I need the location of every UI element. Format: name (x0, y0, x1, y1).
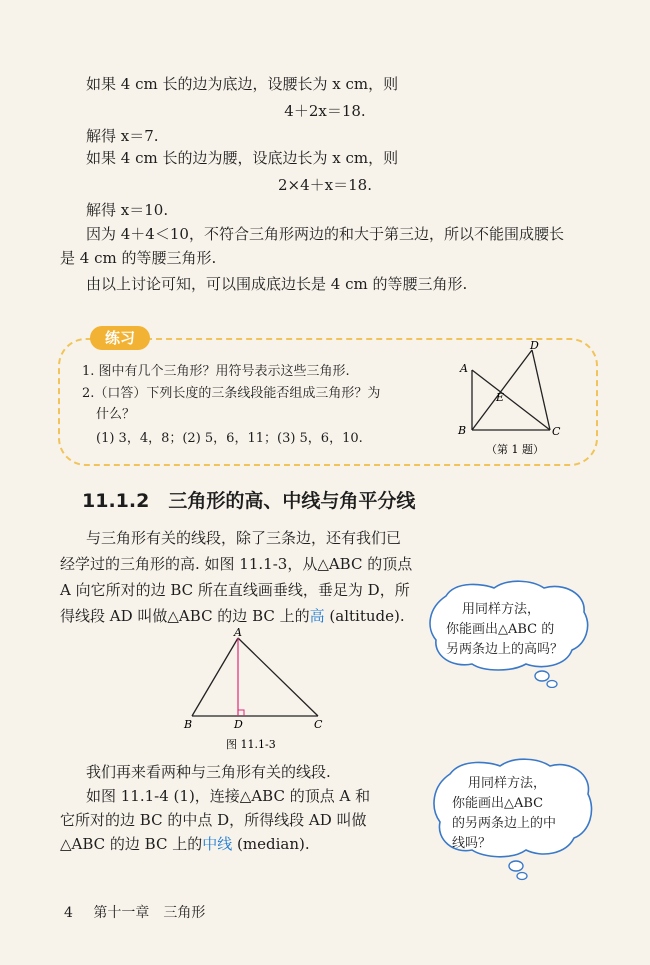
practice-question-2a: 2.（口答）下列长度的三条线段能否组成三角形？为 (82, 386, 381, 401)
practice-question-2c: (1) 3，4，8；(2) 5，6，11；(3) 5，6，10. (96, 431, 363, 446)
segment-bd (472, 350, 532, 430)
bubble-2-line-3: 的另两条边上的中 (452, 816, 557, 831)
figure-caption: 图 11.1-3 (226, 738, 276, 751)
bubble-1-line-1: 用同样方法， (462, 602, 541, 617)
bubble-2-line-4: 线吗？ (452, 836, 492, 851)
median-term: 中线 (202, 835, 233, 853)
fig-label-a: A (234, 628, 242, 639)
body-line-4: 解得 x＝10. (86, 201, 169, 219)
label-c: C (552, 425, 561, 438)
label-b: B (458, 424, 467, 437)
right-angle-mark (238, 710, 244, 716)
bubble-2-line-1: 用同样方法， (468, 776, 547, 791)
practice-figure (450, 338, 580, 463)
section-line-3: A 向它所对的边 BC 所在直线画垂线，垂足为 D，所 (60, 581, 410, 599)
fig-label-c: C (314, 718, 323, 731)
body-line-6: 是 4 cm 的等腰三角形. (60, 249, 217, 267)
chapter-title: 第十一章 三角形 (93, 905, 206, 921)
page-number: 4 (64, 905, 73, 921)
section-line-7: 它所对的边 BC 的中点 D，所得线段 AD 叫做 (60, 811, 367, 829)
bubble-1-line-2: 你能画出△ABC 的 (446, 622, 555, 637)
median-sentence: △ABC 的边 BC 上的 (60, 835, 203, 853)
section-line-8 (60, 834, 310, 854)
equation-2: 2×4＋x＝18. (278, 176, 372, 194)
label-a: A (460, 362, 468, 375)
practice-tab: 练习 (90, 326, 150, 350)
page-footer (64, 902, 205, 922)
side-ac (238, 638, 318, 716)
figure-11-1-3 (180, 628, 340, 752)
label-e: E (496, 391, 505, 404)
section-line-5: 我们再来看两种与三角形有关的线段. (86, 763, 331, 781)
body-line-3: 如果 4 cm 长的边为腰，设底边长为 x cm，则 (86, 149, 399, 167)
body-line-2: 解得 x＝7. (86, 127, 159, 145)
altitude-sentence: 得线段 AD 叫做△ABC 的边 BC 上的 (60, 607, 310, 625)
body-line-5: 因为 4＋4＜10，不符合三角形两边的和大于第三边，所以不能围成腰长 (86, 225, 564, 243)
practice-figure-caption: （第 1 题） (486, 443, 544, 456)
bubble-2-line-2: 你能画出△ABC (452, 796, 544, 811)
bubble-1-line-3: 另两条边上的高吗？ (446, 642, 564, 657)
section-line-4 (60, 606, 405, 626)
label-d: D (530, 339, 539, 352)
side-ab (192, 638, 238, 716)
altitude-term: 高 (309, 607, 325, 625)
body-line-7: 由以上讨论可知，可以围成底边长是 4 cm 的等腰三角形. (86, 275, 468, 293)
section-line-1: 与三角形有关的线段，除了三条边，还有我们已 (86, 529, 402, 547)
fig-label-b: B (184, 718, 193, 731)
practice-question-1: 1. 图中有几个三角形？用符号表示这些三角形. (82, 364, 350, 379)
section-line-6: 如图 11.1-4 (1)，连接△ABC 的顶点 A 和 (86, 787, 371, 805)
section-title: 11.1.2 三角形的高、中线与角平分线 (82, 490, 416, 512)
equation-1: 4＋2x＝18. (284, 102, 366, 120)
median-english: (median). (232, 835, 310, 853)
altitude-english: (altitude). (324, 607, 405, 625)
practice-question-2b: 什么？ (96, 407, 136, 422)
section-line-2: 经学过的三角形的高. 如图 11.1-3，从△ABC 的顶点 (60, 555, 413, 573)
body-line-1: 如果 4 cm 长的边为底边，设腰长为 x cm，则 (86, 75, 399, 93)
fig-label-d: D (234, 718, 243, 731)
